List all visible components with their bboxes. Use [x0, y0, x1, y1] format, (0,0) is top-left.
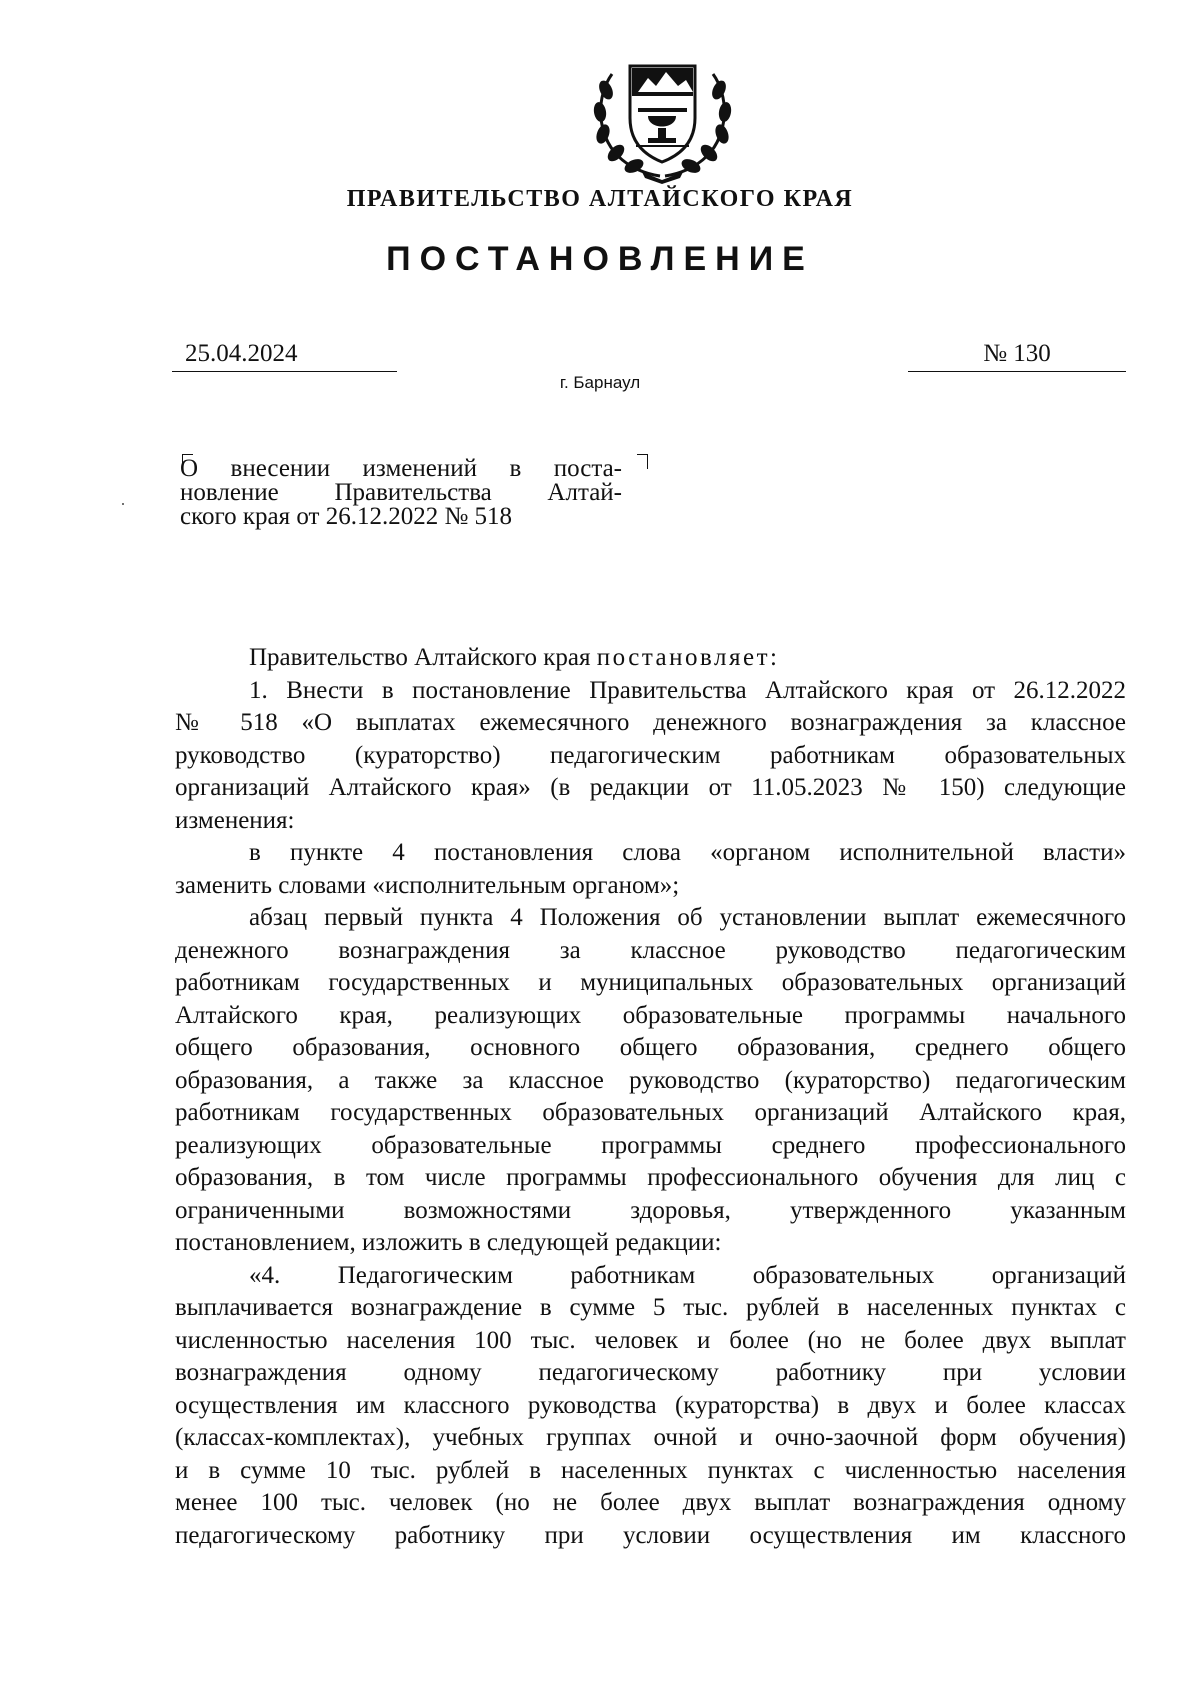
body-line: руководство (кураторство) педагогическим работникам образовательных	[175, 741, 1126, 769]
body-line: «4. Педагогическим работникам образовательных организаций	[249, 1261, 1126, 1289]
intro-spaced-word: постановляет	[596, 644, 770, 671]
body-line: образования, в том числе программы профессионального обучения для лиц с	[175, 1164, 1126, 1191]
body-line: изменения:	[175, 806, 295, 834]
document-date: 25.04.2024	[172, 338, 397, 372]
body-line: педагогическому работнику при условии осуществления им классного	[175, 1521, 1126, 1549]
body-line: общего образования, основного общего образования, среднего общего	[175, 1034, 1126, 1061]
document-number: № 130	[908, 338, 1126, 372]
body-line: 1. Внести в постановление Правительства Алтайского края от 26.12.2022	[249, 676, 1126, 704]
government-name: ПРАВИТЕЛЬСТВО АЛТАЙСКОГО КРАЯ	[346, 186, 854, 212]
body-line: № 518 «О выплатах ежемесячного денежного вознаграждения за классное	[175, 709, 1126, 736]
body-line: осуществления им классного руководства (кураторства) в двух и более классах	[175, 1391, 1126, 1419]
body-line: образования, а также за классное руководство (кураторство) педагогическим	[175, 1066, 1126, 1094]
document-city: г. Барнаул	[559, 373, 641, 392]
body-line: работникам государственных образовательных организаций Алтайского края,	[175, 1099, 1126, 1126]
body-line: абзац первый пункта 4 Положения об установлении выплат ежемесячного	[249, 904, 1126, 931]
body-line: вознаграждения одному педагогическому работнику при условии	[175, 1359, 1126, 1386]
body-line: заменить словами «исполнительным органом»;	[175, 871, 680, 899]
body-line: ограниченными возможностями здоровья, утвержденного указанным	[175, 1196, 1126, 1224]
coat-of-arms-icon	[590, 56, 735, 184]
body-line: Алтайского края, реализующих образовательные программы начального	[175, 1001, 1126, 1029]
body-line: организаций Алтайского края» (в редакции от 11.05.2023 № 150) следующие	[175, 774, 1126, 801]
intro-text: Правительство Алтайского края	[249, 644, 597, 671]
subject-corner-mark-right	[637, 454, 648, 469]
body-line: денежного вознаграждения за классное руководство педагогическим	[175, 936, 1126, 964]
document-body	[175, 642, 1126, 1552]
body-line: и в сумме 10 тыс. рублей в населенных пунктах с численностью населения	[175, 1456, 1126, 1484]
body-line: численностью населения 100 тыс. человек и более (но не более двух выплат	[175, 1326, 1126, 1354]
intro-colon: :	[770, 644, 777, 671]
resolution-intro	[175, 642, 1126, 675]
margin-mark	[122, 503, 124, 505]
body-line: менее 100 тыс. человек (но не более двух выплат вознаграждения одному	[175, 1489, 1126, 1516]
body-line: работникам государственных и муниципальных образовательных организаций	[175, 969, 1126, 996]
body-line: в пункте 4 постановления слова «органом исполнительной власти»	[249, 839, 1126, 866]
subject-line: новление Правительства Алтай-	[180, 479, 622, 506]
body-line: выплачивается вознаграждение в сумме 5 тыс. рублей в населенных пунктах с	[175, 1294, 1126, 1321]
subject-line: ского края от 26.12.2022 № 518	[180, 503, 513, 530]
document-type: ПОСТАНОВЛЕНИЕ	[386, 240, 814, 278]
body-line: (классах-комплектах), учебных группах очной и очно-заочной форм обучения)	[175, 1424, 1126, 1451]
body-line: постановлением, изложить в следующей редакции:	[175, 1229, 722, 1256]
subject-line: О внесении изменений в поста-	[180, 455, 622, 482]
document-subject	[180, 457, 622, 529]
body-line: реализующих образовательные программы среднего профессионального	[175, 1131, 1126, 1159]
